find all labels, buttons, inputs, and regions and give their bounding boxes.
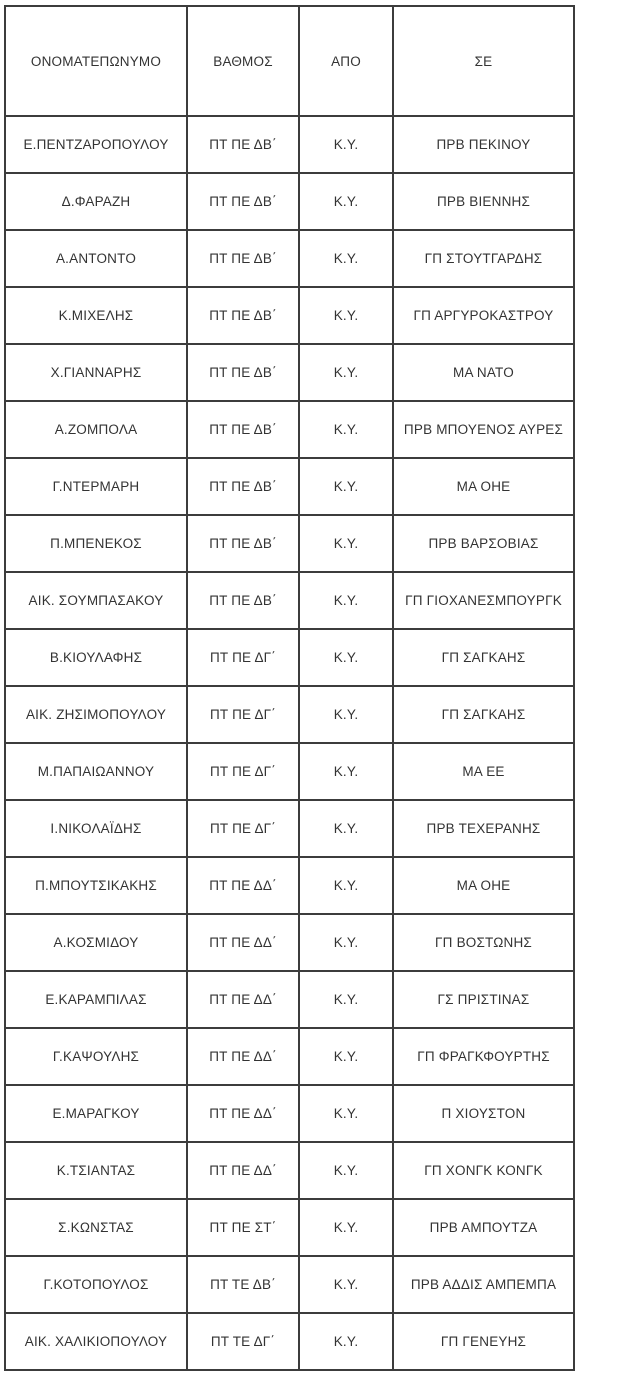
cell-to: ΓΠ ΑΡΓΥΡΟΚΑΣΤΡΟΥ	[393, 287, 574, 344]
table-row	[5, 401, 574, 458]
column-header-rank: ΒΑΘΜΟΣ	[187, 6, 299, 116]
cell-rank: ΠΤ ΠΕ ΔΒ΄	[187, 287, 299, 344]
cell-name: Κ.ΤΣΙΑΝΤΑΣ	[5, 1142, 187, 1199]
table-row	[5, 1199, 574, 1256]
cell-from: Κ.Υ.	[299, 1028, 393, 1085]
cell-name: Ε.ΚΑΡΑΜΠΙΛΑΣ	[5, 971, 187, 1028]
cell-rank: ΠΤ ΠΕ ΔΒ΄	[187, 173, 299, 230]
cell-name: Μ.ΠΑΠΑΙΩΑΝΝΟΥ	[5, 743, 187, 800]
cell-to: ΓΠ ΓΙΟΧΑΝΕΣΜΠΟΥΡΓΚ	[393, 572, 574, 629]
table-row	[5, 1142, 574, 1199]
table-row	[5, 572, 574, 629]
cell-from: Κ.Υ.	[299, 458, 393, 515]
cell-from: Κ.Υ.	[299, 1085, 393, 1142]
cell-rank: ΠΤ ΠΕ ΔΒ΄	[187, 344, 299, 401]
cell-from: Κ.Υ.	[299, 800, 393, 857]
cell-to: ΠΡΒ ΤΕΧΕΡΑΝΗΣ	[393, 800, 574, 857]
cell-rank: ΠΤ ΠΕ ΔΒ΄	[187, 572, 299, 629]
table-row	[5, 230, 574, 287]
table-row	[5, 800, 574, 857]
table-row	[5, 629, 574, 686]
cell-name: Α.ΖΟΜΠΟΛΑ	[5, 401, 187, 458]
table-row	[5, 287, 574, 344]
table-row	[5, 1028, 574, 1085]
table-row	[5, 1256, 574, 1313]
cell-rank: ΠΤ ΠΕ ΔΒ΄	[187, 230, 299, 287]
cell-to: ΠΡΒ ΒΙΕΝΝΗΣ	[393, 173, 574, 230]
cell-to: ΜΑ ΕΕ	[393, 743, 574, 800]
cell-to: ΓΣ ΠΡΙΣΤΙΝΑΣ	[393, 971, 574, 1028]
cell-to: Π ΧΙΟΥΣΤΟΝ	[393, 1085, 574, 1142]
cell-rank: ΠΤ ΠΕ ΔΓ΄	[187, 629, 299, 686]
table-header	[5, 6, 574, 116]
cell-name: Π.ΜΠΕΝΕΚΟΣ	[5, 515, 187, 572]
cell-name: Γ.ΝΤΕΡΜΑΡΗ	[5, 458, 187, 515]
table-row	[5, 971, 574, 1028]
column-header-from: ΑΠΟ	[299, 6, 393, 116]
cell-rank: ΠΤ ΠΕ ΣΤ΄	[187, 1199, 299, 1256]
table-row	[5, 116, 574, 173]
cell-name: Ι.ΝΙΚΟΛΑΪΔΗΣ	[5, 800, 187, 857]
cell-name: Β.ΚΙΟΥΛΑΦΗΣ	[5, 629, 187, 686]
cell-to: ΜΑ ΟΗΕ	[393, 857, 574, 914]
table-row	[5, 344, 574, 401]
cell-to: ΠΡΒ ΜΠΟΥΕΝΟΣ ΑΥΡΕΣ	[393, 401, 574, 458]
cell-rank: ΠΤ ΠΕ ΔΔ΄	[187, 914, 299, 971]
cell-from: Κ.Υ.	[299, 914, 393, 971]
cell-name: Σ.ΚΩΝΣΤΑΣ	[5, 1199, 187, 1256]
cell-to: ΓΠ ΣΤΟΥΤΓΑΡΔΗΣ	[393, 230, 574, 287]
cell-from: Κ.Υ.	[299, 629, 393, 686]
cell-rank: ΠΤ ΠΕ ΔΒ΄	[187, 458, 299, 515]
cell-rank: ΠΤ ΠΕ ΔΓ΄	[187, 686, 299, 743]
cell-to: ΠΡΒ ΑΜΠΟΥΤΖΑ	[393, 1199, 574, 1256]
table-row	[5, 1313, 574, 1370]
cell-name: Κ.ΜΙΧΕΛΗΣ	[5, 287, 187, 344]
cell-rank: ΠΤ ΠΕ ΔΒ΄	[187, 116, 299, 173]
table-row	[5, 914, 574, 971]
table-row	[5, 173, 574, 230]
cell-rank: ΠΤ ΠΕ ΔΔ΄	[187, 971, 299, 1028]
cell-rank: ΠΤ ΠΕ ΔΔ΄	[187, 1142, 299, 1199]
cell-from: Κ.Υ.	[299, 857, 393, 914]
cell-to: ΓΠ ΣΑΓΚΑΗΣ	[393, 629, 574, 686]
cell-name: Ε.ΠΕΝΤΖΑΡΟΠΟΥΛΟΥ	[5, 116, 187, 173]
cell-name: ΑΙΚ. ΖΗΣΙΜΟΠΟΥΛΟΥ	[5, 686, 187, 743]
cell-rank: ΠΤ ΠΕ ΔΔ΄	[187, 1028, 299, 1085]
cell-rank: ΠΤ ΠΕ ΔΔ΄	[187, 1085, 299, 1142]
cell-to: ΠΡΒ ΑΔΔΙΣ ΑΜΠΕΜΠΑ	[393, 1256, 574, 1313]
cell-from: Κ.Υ.	[299, 1199, 393, 1256]
cell-rank: ΠΤ ΠΕ ΔΒ΄	[187, 515, 299, 572]
cell-from: Κ.Υ.	[299, 1256, 393, 1313]
table-row	[5, 515, 574, 572]
cell-to: ΓΠ ΧΟΝΓΚ ΚΟΝΓΚ	[393, 1142, 574, 1199]
cell-from: Κ.Υ.	[299, 401, 393, 458]
cell-name: ΑΙΚ. ΧΑΛΙΚΙΟΠΟΥΛΟΥ	[5, 1313, 187, 1370]
cell-from: Κ.Υ.	[299, 287, 393, 344]
table-row	[5, 743, 574, 800]
cell-from: Κ.Υ.	[299, 686, 393, 743]
table-row	[5, 1085, 574, 1142]
cell-to: ΠΡΒ ΠΕΚΙΝΟΥ	[393, 116, 574, 173]
cell-from: Κ.Υ.	[299, 572, 393, 629]
cell-name: Α.ΑΝΤΟΝΤΟ	[5, 230, 187, 287]
cell-name: Δ.ΦΑΡΑΖΗ	[5, 173, 187, 230]
cell-name: Γ.ΚΟΤΟΠΟΥΛΟΣ	[5, 1256, 187, 1313]
cell-to: ΜΑ ΟΗΕ	[393, 458, 574, 515]
table-row	[5, 857, 574, 914]
cell-name: Α.ΚΟΣΜΙΔΟΥ	[5, 914, 187, 971]
cell-from: Κ.Υ.	[299, 344, 393, 401]
cell-rank: ΠΤ ΤΕ ΔΒ΄	[187, 1256, 299, 1313]
cell-from: Κ.Υ.	[299, 1142, 393, 1199]
cell-to: ΓΠ ΓΕΝΕΥΗΣ	[393, 1313, 574, 1370]
cell-name: Π.ΜΠΟΥΤΣΙΚΑΚΗΣ	[5, 857, 187, 914]
cell-to: ΠΡΒ ΒΑΡΣΟΒΙΑΣ	[393, 515, 574, 572]
cell-to: ΓΠ ΦΡΑΓΚΦΟΥΡΤΗΣ	[393, 1028, 574, 1085]
column-header-to: ΣΕ	[393, 6, 574, 116]
cell-name: Γ.ΚΑΨΟΥΛΗΣ	[5, 1028, 187, 1085]
column-header-name: ΟΝΟΜΑΤΕΠΩΝΥΜΟ	[5, 6, 187, 116]
table-row	[5, 686, 574, 743]
cell-to: ΜΑ ΝΑΤΟ	[393, 344, 574, 401]
cell-from: Κ.Υ.	[299, 1313, 393, 1370]
cell-rank: ΠΤ ΠΕ ΔΔ΄	[187, 857, 299, 914]
cell-from: Κ.Υ.	[299, 173, 393, 230]
cell-to: ΓΠ ΒΟΣΤΩΝΗΣ	[393, 914, 574, 971]
cell-name: Ε.ΜΑΡΑΓΚΟΥ	[5, 1085, 187, 1142]
cell-from: Κ.Υ.	[299, 116, 393, 173]
transfers-table	[4, 5, 575, 1371]
cell-from: Κ.Υ.	[299, 971, 393, 1028]
cell-from: Κ.Υ.	[299, 743, 393, 800]
cell-name: ΑΙΚ. ΣΟΥΜΠΑΣΑΚΟΥ	[5, 572, 187, 629]
cell-from: Κ.Υ.	[299, 230, 393, 287]
cell-name: Χ.ΓΙΑΝΝΑΡΗΣ	[5, 344, 187, 401]
cell-rank: ΠΤ ΠΕ ΔΒ΄	[187, 401, 299, 458]
cell-rank: ΠΤ ΠΕ ΔΓ΄	[187, 800, 299, 857]
cell-rank: ΠΤ ΠΕ ΔΓ΄	[187, 743, 299, 800]
cell-rank: ΠΤ ΤΕ ΔΓ΄	[187, 1313, 299, 1370]
table-body	[5, 116, 574, 1370]
cell-to: ΓΠ ΣΑΓΚΑΗΣ	[393, 686, 574, 743]
table-row	[5, 458, 574, 515]
header-row	[5, 6, 574, 116]
cell-from: Κ.Υ.	[299, 515, 393, 572]
